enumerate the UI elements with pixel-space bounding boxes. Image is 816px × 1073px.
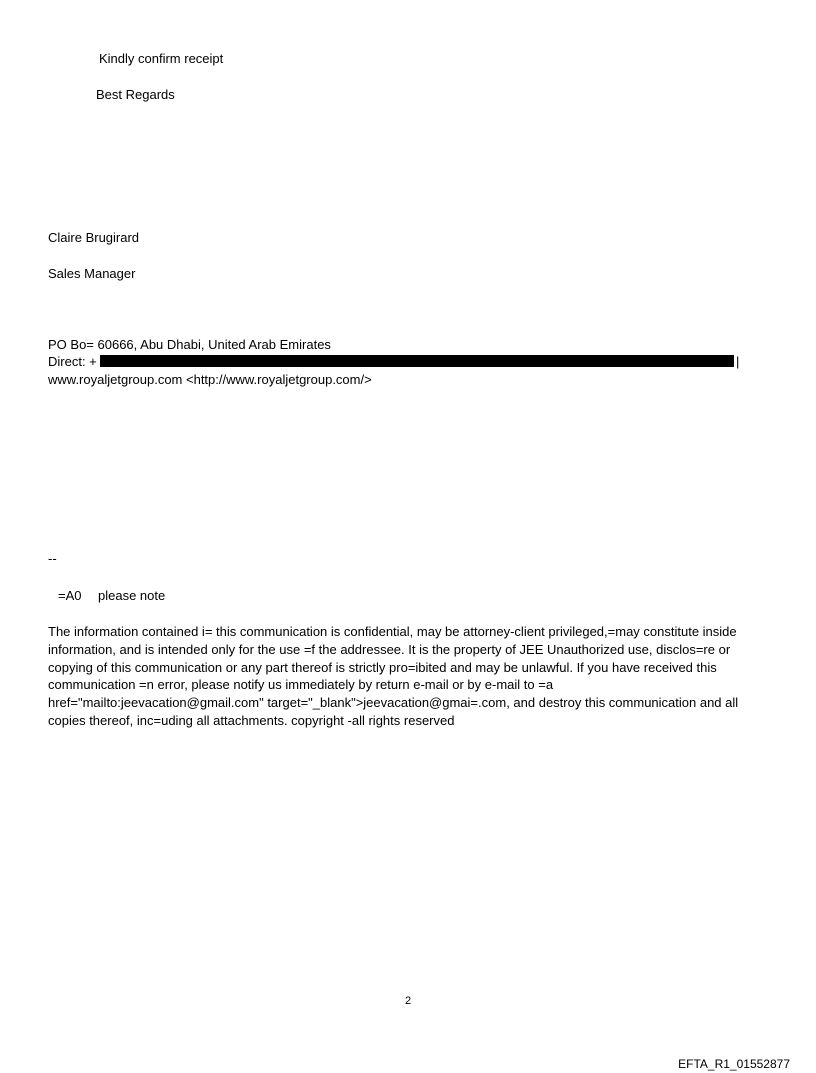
- signature-title: Sales Manager: [48, 266, 136, 281]
- signature-separator: --: [48, 551, 57, 566]
- confirm-receipt-text: Kindly confirm receipt: [99, 51, 224, 66]
- page-number: 2: [404, 995, 412, 1007]
- document-id: EFTA_R1_01552877: [678, 1057, 790, 1071]
- signature-name: Claire Brugirard: [48, 230, 140, 245]
- signature-website-link[interactable]: www.royaljetgroup.com <http://www.royaljetgroup.com/>: [48, 372, 372, 387]
- note-label: please note: [98, 588, 166, 603]
- signature-direct-trailing: |: [736, 354, 740, 369]
- best-regards-text: Best Regards: [96, 87, 175, 102]
- redaction-bar: [100, 355, 734, 367]
- signature-direct-label: Direct: +: [48, 354, 97, 369]
- confidentiality-disclaimer: The information contained i= this communication is confidential, may be attorney-client privileged,=may constitute inside information, and is intended only for the use =f the addressee. It is the property of JEE Unauthorized use, disclos=re or copying of this communication or any part thereof is strictly pro=ibited and may be unlawful. If you have received this communication =n error, please notify us immediately by return e-mail or by e-mail to =a href="mailto:jeevacation@gmail.com" target="_blank">jeevacation@gmai=.com, and destroy this communication and all copies thereof, inc=uding all attachments. copyright -all rights reserved: [48, 624, 739, 728]
- signature-address: PO Bo= 60666, Abu Dhabi, United Arab Emirates: [48, 337, 331, 352]
- note-code: =A0: [58, 588, 82, 603]
